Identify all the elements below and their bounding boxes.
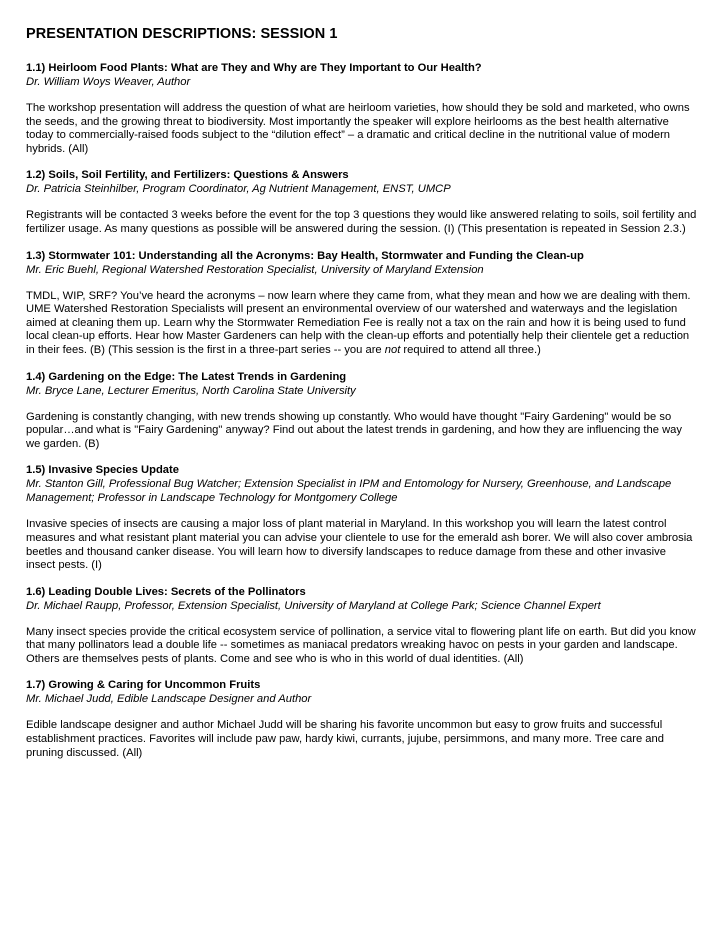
description-text: TMDL, WIP, SRF? You’ve heard the acronyms – now learn where they came from, what they mean and how we are dealing with them. UME Watershed Restoration Specialists will present an environmental overview of our watershed and waterways and the legislation aimed at cleaning them up. Learn why the Stormwater Remediation Fee is really not a tax on the rain and how it is being used to fund local clean-up efforts. Hear how Master Gardeners can help with the clean-up efforts and potentially help their clientele get a reduction in their fees. (B) (This session is the first in a three-part series -- you are (26, 289, 691, 356)
session-description: Registrants will be contacted 3 weeks before the event for the top 3 questions they would like answered relating to soils, soil fertility and fertilizer usage. As many questions as possible will be answered during the session. (I) (This presentation is repeated in Session 2.3.) (26, 209, 697, 235)
session-speaker: Dr. William Woys Weaver, Author (26, 76, 191, 88)
description-text: required to attend all three.) (400, 343, 541, 356)
session-1-5 (26, 463, 698, 572)
session-1-3 (26, 249, 698, 358)
session-title: 1.7) Growing & Caring for Uncommon Fruits (26, 679, 261, 692)
session-description: Gardening is constantly changing, with new trends showing up constantly. Who would have thought "Fairy Gardening" would be so popular…and what is "Fairy Gardening" anyway? Find out about the latest trends in gardening, and how they are influencing the way we garden. (B) (26, 410, 682, 450)
session-title: 1.5) Invasive Species Update (26, 464, 179, 477)
session-title: 1.6) Leading Double Lives: Secrets of the Pollinators (26, 585, 306, 598)
session-1-4 (26, 370, 698, 452)
session-1-6 (26, 585, 698, 667)
session-1-2 (26, 168, 698, 236)
session-description: Many insect species provide the critical ecosystem service of pollination, a service vital to flowering plant life on earth. But did you know that many pollinators lead a double life -- sometimes as maniacal predators wreaking havoc on pests in your garden and landscape. Others are themselves pests of plants. Come and see who is who in this world of dual identities. (All) (26, 625, 696, 665)
session-speaker: Mr. Bryce Lane, Lecturer Emeritus, North Carolina State University (26, 384, 356, 397)
session-speaker: Dr. Patricia Steinhilber, Program Coordinator, Ag Nutrient Management, ENST, UMCP (26, 183, 451, 196)
session-1-1 (26, 61, 698, 156)
page-title: PRESENTATION DESCRIPTIONS: SESSION 1 (26, 26, 338, 42)
session-description: The workshop presentation will address the question of what are heirloom varieties, how should they be sold and marketed, who owns the seeds, and the growing threat to biodiversity. Most importantly the speaker will explore heirlooms as the best health alternative today to commercially-raised foods subject to the “dilution effect” – a dramatic and critical decline in the nutritional value of modern hybrids. (All) (26, 102, 690, 155)
session-description: Edible landscape designer and author Michael Judd will be sharing his favorite uncommon but easy to grow fruits and successful establishment practices. Favorites will include paw paw, hardy kiwi, currants, jujube, persimmons, and many more. Tree care and pruning discussed. (All) (26, 719, 664, 759)
session-title: 1.4) Gardening on the Edge: The Latest Trends in Gardening (26, 370, 347, 383)
session-speaker: Dr. Michael Raupp, Professor, Extension Specialist, University of Maryland at College Park; Science Channel Expert (26, 599, 601, 612)
session-title: 1.3) Stormwater 101: Understanding all the Acronyms: Bay Health, Stormwater and Funding the Clean-up (26, 249, 584, 262)
session-speaker: Mr. Michael Judd, Edible Landscape Designer and Author (26, 693, 312, 706)
session-speaker: Mr. Stanton Gill, Professional Bug Watcher; Extension Specialist in IPM and Entomology for Nursery, Greenhouse, and Landscape Management; Professor in Landscape Technology for Montgomery College (26, 478, 672, 505)
emphasis-text: not (384, 343, 401, 356)
session-description (26, 290, 698, 358)
session-title: 1.2) Soils, Soil Fertility, and Fertilizers: Questions & Answers (26, 169, 349, 182)
session-speaker: Mr. Eric Buehl, Regional Watershed Restoration Specialist, University of Maryland Extension (26, 263, 484, 276)
session-1-7 (26, 678, 698, 760)
session-description: Invasive species of insects are causing a major loss of plant material in Maryland. In this workshop you will learn the latest control measures and what resistant plant material you can advise your clientele to use for the emerald ash borer. We will also cover ambrosia beetles and thousand canker disease. You will learn how to diversify landscapes to reduce damage from these and other invasive insect pests. (I) (26, 518, 693, 572)
session-title: 1.1) Heirloom Food Plants: What are They and Why are They Important to Our Health? (26, 62, 482, 74)
